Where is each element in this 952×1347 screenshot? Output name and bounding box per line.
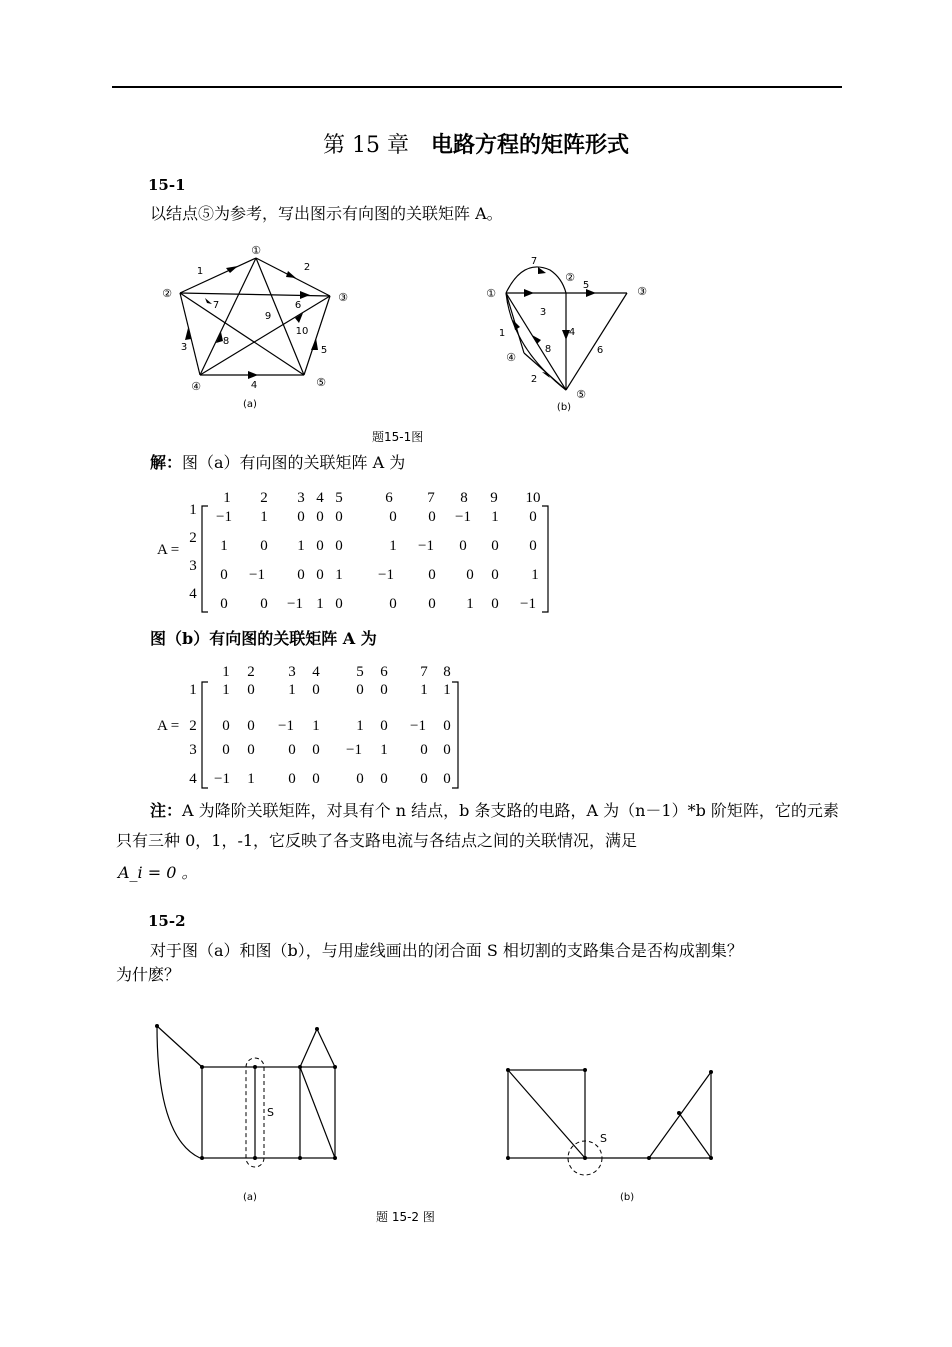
matrix-a-cell: 0 [491,538,499,554]
matrix-b-cell: 0 [312,771,320,787]
matrix-a-cell: 0 [335,538,343,554]
figure-15-1b [478,248,668,415]
fig-a-branch-3: 3 [180,342,188,353]
matrix-a-cell: −1 [520,596,536,612]
matrix-a-cell: 0 [297,509,305,525]
matrix-b-cell: −1 [278,718,294,734]
fig-b-branch-2: 2 [530,374,538,385]
solution-a-line [150,452,405,474]
matrix-a-col-label: 2 [260,490,268,506]
note-text: A 为降阶关联矩阵，对具有个 n 结点，b 条支路的电路，A 为（n－1）*b 阶矩阵，它的元素只有三种 0，1，-1，它反映了各支路电流与各结点之间的关联情况，满足 [116,801,839,850]
figure-15-1a [150,240,370,415]
matrix-b-cell: 0 [356,771,364,787]
matrix-b-row-label: 4 [189,771,197,787]
matrix-b-cell: 0 [288,742,296,758]
note-formula: A_i = 0 。 [118,863,198,882]
matrix-b-cell: 1 [420,682,428,698]
note-paragraph [116,796,842,856]
figure-15-2a [145,1018,350,1208]
matrix-a-cell: −1 [216,509,232,525]
matrix-b-cell: 1 [247,771,255,787]
matrix-a-cell: 1 [466,596,474,612]
fig-b-branch-4: 4 [568,327,576,338]
matrix-b-col-label: 6 [380,664,388,680]
fig-a-sublabel: (a) [243,399,257,410]
matrix-a-cell: 1 [297,538,305,554]
header-rule [112,86,842,88]
matrix-a-cell: 1 [389,538,397,554]
matrix-a-cell: 0 [260,596,268,612]
matrix-a-row-label: 3 [189,558,197,574]
fig-b-node-4: ④ [506,351,516,364]
fig-a-node-3: ③ [338,291,348,304]
matrix-b-cell: −1 [410,718,426,734]
matrix-a-cell: 1 [335,567,343,583]
matrix-a-cell: 0 [335,509,343,525]
figure-15-1-caption: 题15-1图 [372,430,424,444]
matrix-b-cell: −1 [214,771,230,787]
matrix-b-cell: 0 [247,742,255,758]
matrix-b-col-label: 8 [443,664,451,680]
matrix-b-cell: 0 [443,771,451,787]
matrix-a-cell: 1 [531,567,539,583]
fig-b-branch-7: 7 [530,256,538,267]
fig-a-branch-4: 4 [250,380,258,391]
matrix-a-col-label: 5 [335,490,343,506]
matrix-a-row-label: 4 [189,586,197,602]
matrix-b-cell: 1 [222,682,230,698]
matrix-a-row-label: 2 [189,530,197,546]
matrix-a-cell: 1 [260,509,268,525]
matrix-a-col-label: 8 [460,490,468,506]
matrix-b-col-label: 3 [288,664,296,680]
matrix-a-col-label: 7 [427,490,435,506]
matrix-b-col-label: 4 [312,664,320,680]
matrix-a-cell: −1 [455,509,471,525]
matrix-b-cell: 1 [380,742,388,758]
matrix-b-cell: 0 [380,771,388,787]
fig-b-branch-1: 1 [498,328,506,339]
matrix-b-cell: 1 [312,718,320,734]
fig-a-branch-1: 1 [196,266,204,277]
matrix-a-col-label: 6 [385,490,393,506]
chapter-title [0,128,952,159]
matrix-a-col-label: 4 [316,490,324,506]
matrix-b-row-label: 1 [189,682,197,698]
matrix-a-col-label: 9 [490,490,498,506]
matrix-b-row-label: 2 [189,718,197,734]
matrix-b [150,656,470,796]
matrix-a-cell: 0 [316,509,324,525]
problem-15-2-question-line1: 对于图（a）和图（b），与用虚线画出的闭合面 S 相切割的支路集合是否构成割集？ [150,941,743,960]
matrix-a-cell: 0 [220,567,228,583]
matrix-a-cell: −1 [287,596,303,612]
matrix-a-cell: 0 [491,567,499,583]
chapter-heading: 电路方程的矩阵形式 [430,133,629,158]
solution-a-text: 图（a）有向图的关联矩阵 A 为 [182,453,406,472]
matrix-a-cell: −1 [378,567,394,583]
s-label-a: S [267,1106,274,1119]
matrix-b-cell: 0 [380,718,388,734]
note-label: 注： [150,801,183,820]
matrix-b-cell: 0 [312,742,320,758]
matrix-b-cell: 0 [247,718,255,734]
matrix-a-cell: 0 [335,596,343,612]
matrix-b-cell: 0 [247,682,255,698]
matrix-a-cell: −1 [418,538,434,554]
matrix-a-cell: 0 [459,538,467,554]
matrix-b-cell: 0 [356,682,364,698]
fig-b-branch-3: 3 [539,307,547,318]
matrix-a-cell: 0 [316,567,324,583]
matrix-b-cell: 1 [288,682,296,698]
matrix-b-lhs: A = [157,718,180,734]
fig-b-node-2: ② [565,271,575,284]
matrix-b-cell: 0 [222,718,230,734]
problem-15-1-question: 以结点⑤为参考，写出图示有向图的关联矩阵 A。 [150,204,503,223]
matrix-a-cell: 0 [491,596,499,612]
matrix-b-cell: 1 [356,718,364,734]
matrix-a-cell: 0 [428,567,436,583]
figure-15-2-caption: 题 15-2 图 [376,1210,435,1224]
matrix-b-col-label: 1 [222,664,230,680]
matrix-a-col-label: 10 [525,490,541,506]
fig-a-branch-2: 2 [303,262,311,273]
matrix-a-cell: 0 [529,538,537,554]
matrix-b-cell: 0 [443,718,451,734]
matrix-a-cell: 0 [260,538,268,554]
solution-b-text: 图（b）有向图的关联矩阵 A 为 [150,629,377,648]
fig-a-branch-10: 10 [295,326,309,337]
chapter-number: 第 15 章 [323,133,409,158]
fig-b-sublabel: (b) [556,402,572,413]
matrix-b-cell: 0 [420,771,428,787]
matrix-b-col-label: 7 [420,664,428,680]
fig-a-branch-6: 6 [294,300,302,311]
problem-number-15-2: 15-2 [148,912,186,930]
matrix-b-cell: 1 [443,682,451,698]
matrix-b-cell: −1 [346,742,362,758]
figure-15-2b [498,1060,723,1210]
fig-b-node-1: ① [486,287,496,300]
matrix-a-col-label: 1 [223,490,231,506]
fig-a-node-2: ② [162,287,172,300]
matrix-a-cell: 0 [297,567,305,583]
fig-a-node-5: ⑤ [316,376,326,389]
matrix-a-cell: 0 [220,596,228,612]
matrix-b-col-label: 2 [247,664,255,680]
fig-b-branch-8: 8 [544,344,552,355]
matrix-a-cell: 1 [316,596,324,612]
fig-a-branch-5: 5 [320,345,328,356]
fig-b-node-5: ⑤ [576,388,586,401]
fig-a-node-1: ① [251,244,261,257]
matrix-b-col-label: 5 [356,664,364,680]
matrix-a-cell: 0 [529,509,537,525]
matrix-a-cell: 1 [220,538,228,554]
matrix-a-cell: −1 [249,567,265,583]
problem-number-15-1: 15-1 [148,176,186,194]
matrix-a [150,482,560,617]
matrix-a-cell: 0 [389,509,397,525]
matrix-b-cell: 0 [288,771,296,787]
matrix-b-cell: 0 [420,742,428,758]
matrix-a-lhs: A = [157,542,180,558]
matrix-b-cell: 0 [380,682,388,698]
matrix-a-cell: 0 [389,596,397,612]
fig-a-branch-7: 7 [212,300,220,311]
fig-15-2b-sublabel: (b) [620,1192,635,1203]
solution-label: 解： [150,453,183,472]
fig-a-branch-9: 9 [264,311,272,322]
matrix-b-cell: 0 [312,682,320,698]
fig-a-node-4: ④ [191,380,201,393]
matrix-a-cell: 0 [316,538,324,554]
s-label-b: S [600,1132,607,1145]
matrix-b-cell: 0 [443,742,451,758]
matrix-a-col-label: 3 [297,490,305,506]
fig-b-branch-6: 6 [596,345,604,356]
problem-15-2-question-line2: 为什麽？ [116,965,181,984]
fig-b-node-3: ③ [637,285,647,298]
fig-a-branch-8: 8 [222,336,230,347]
fig-15-2a-sublabel: (a) [243,1192,257,1203]
matrix-b-row-label: 3 [189,742,197,758]
matrix-a-cell: 1 [491,509,499,525]
matrix-b-cell: 0 [222,742,230,758]
fig-b-branch-5: 5 [582,280,590,291]
matrix-a-row-label: 1 [189,502,197,518]
solution-b-line [150,628,377,650]
matrix-a-cell: 0 [466,567,474,583]
matrix-a-cell: 0 [428,596,436,612]
matrix-a-cell: 0 [428,509,436,525]
